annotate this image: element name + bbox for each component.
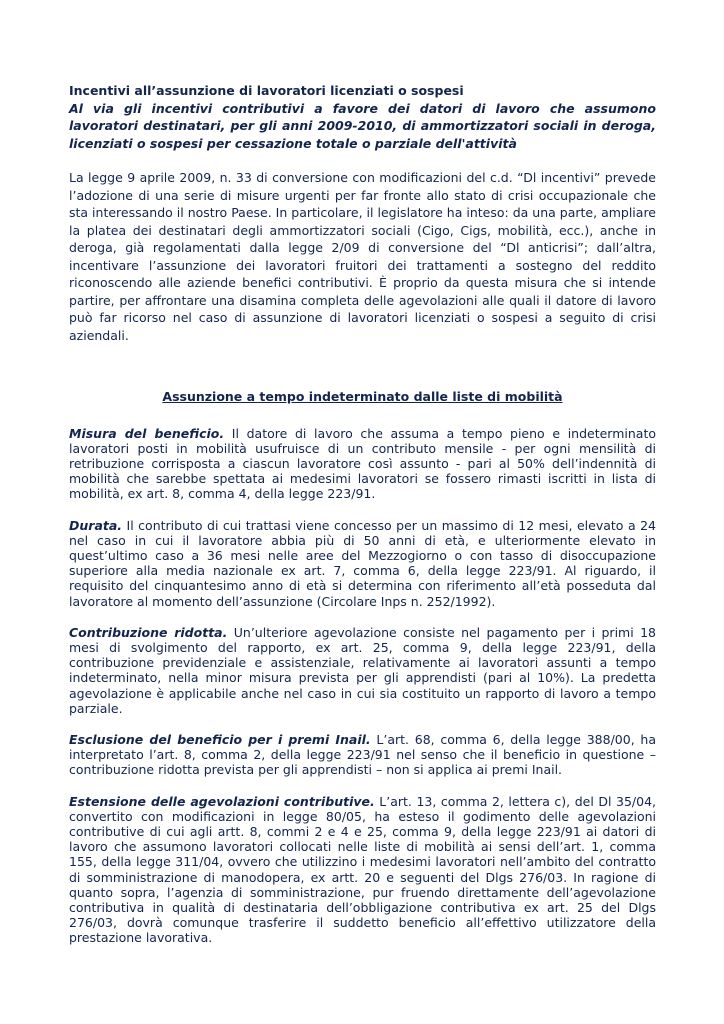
document-subtitle: Al via gli incentivi contributivi a favore dei datori di lavoro che assumono lavoratori destinatari, per gli anni 2009-2010, di ammortizzatori sociali in deroga, licenziati o sospesi per cessazione totale o parziale dell'attività xyxy=(69,100,656,151)
paragraph-text: Un’ulteriore agevolazione consiste nel pagamento per i primi 18 mesi di svolgimento del rapporto, ex art. 25, comma 9, della legge 223/91, della contribuzione previdenziale e assistenziale, relativamente ai lavoratori assunti a tempo indeterminato, nella minor misura prevista per gli apprendisti (pari al 10%). La predetta agevolazione è applicabile anche nel caso in cui sia costituito un rapporto di lavoro a tempo parziale. xyxy=(69,624,656,716)
paragraph-estensione-agevolazioni xyxy=(69,794,656,946)
paragraph-lead: Contribuzione ridotta. xyxy=(69,624,228,640)
paragraph-contribuzione-ridotta xyxy=(69,625,656,716)
paragraph-lead: Durata. xyxy=(69,517,123,533)
intro-paragraph: La legge 9 aprile 2009, n. 33 di conversione con modificazioni del c.d. “Dl incentivi” prevede l’adozione di una serie di misure urgenti per far fronte allo stato di crisi occupazionale che sta interessando il nostro Paese. In particolare, il legislatore ha inteso: da una parte, ampliare la platea dei destinatari degli ammortizzatori sociali (Cigo, Cigs, mobilità, ecc.), anche in deroga, già regolamentati dalla legge 2/09 di conversione del “Dl anticrisi”; dall’altra, incentivare l’assunzione dei lavoratori fruitori dei trattamenti a sostegno del reddito riconoscendo alle aziende benefici contributivi. È proprio da questa misura che si intende partire, per affrontare una disamina completa delle agevolazioni alle quali il datore di lavoro può far ricorso nel caso di assunzione di lavoratori licenziati o sospesi a seguito di crisi aziendali. xyxy=(69,170,656,343)
paragraph-text: L’art. 68, comma 6, della legge 388/00, ha interpretato l’art. 8, comma 2, della legge 223/91 nel senso che il beneficio in questione – contribuzione ridotta prevista per gli apprendisti – non si applica ai premi Inail. xyxy=(69,731,656,778)
paragraph-durata xyxy=(69,518,656,609)
paragraph-text: L’art. 13, comma 2, lettera c), del Dl 35/04, convertito con modificazioni in legge 80/05, ha esteso il godimento delle agevolazioni contributive di cui agli artt. 8, commi 2 e 4 e 25, comma 9, della legge 223/91 ai datori di lavoro che assumono lavoratori collocati nelle liste di mobilità ai sensi dell’art. 1, comma 155, della legge 311/04, ovvero che utilizzino i medesimi lavoratori nell’ambito del contratto di somministrazione di manodopera, ex artt. 20 e seguenti del Dlgs 276/03. In ragione di quanto sopra, l’agenzia di somministrazione, pur fruendo direttamente dell’agevolazione contributiva in qualità di destinataria dell’obbligazione contributiva ex art. 25 del Dlgs 276/03, dovrà comunque trasferire il suddetto beneficio all’effettivo utilizzatore della prestazione lavorativa. xyxy=(69,793,656,946)
paragraph-lead: Estensione delle agevolazioni contributive. xyxy=(69,793,375,809)
section-heading: Assunzione a tempo indeterminato dalle liste di mobilità xyxy=(162,389,563,404)
paragraph-esclusione-inail xyxy=(69,732,656,778)
paragraph-misura-beneficio xyxy=(69,426,656,502)
paragraph-text: Il datore di lavoro che assuma a tempo pieno e indeterminato lavoratori posti in mobilità usufruisce di un contributo mensile - per ogni mensilità di retribuzione corrisposta a ciascun lavoratore così assunto - pari al 50% dell’indennità di mobilità che sarebbe spettata ai medesimi lavoratori se fossero rimasti iscritti in lista di mobilità, ex art. 8, comma 4, della legge 223/91. xyxy=(69,425,657,502)
document-title: Incentivi all’assunzione di lavoratori licenziati o sospesi xyxy=(69,83,464,98)
paragraph-lead: Esclusione del beneficio per i premi Inail. xyxy=(69,731,371,747)
paragraph-text: Il contributo di cui trattasi viene concesso per un massimo di 12 mesi, elevato a 24 nel caso in cui il lavoratore abbia più di 50 anni di età, e ulteriormente elevato in quest’ultimo caso a 36 mesi nelle aree del Mezzogiorno o con tasso di disoccupazione superiore alla media nazionale ex art. 7, comma 6, della legge 223/91. Al riguardo, il requisito del cinquantesimo anno di età si determina con riferimento all’età posseduta dal lavoratore al momento dell’assunzione (Circolare Inps n. 252/1992). xyxy=(69,517,656,609)
paragraph-lead: Misura del beneficio. xyxy=(69,425,225,441)
